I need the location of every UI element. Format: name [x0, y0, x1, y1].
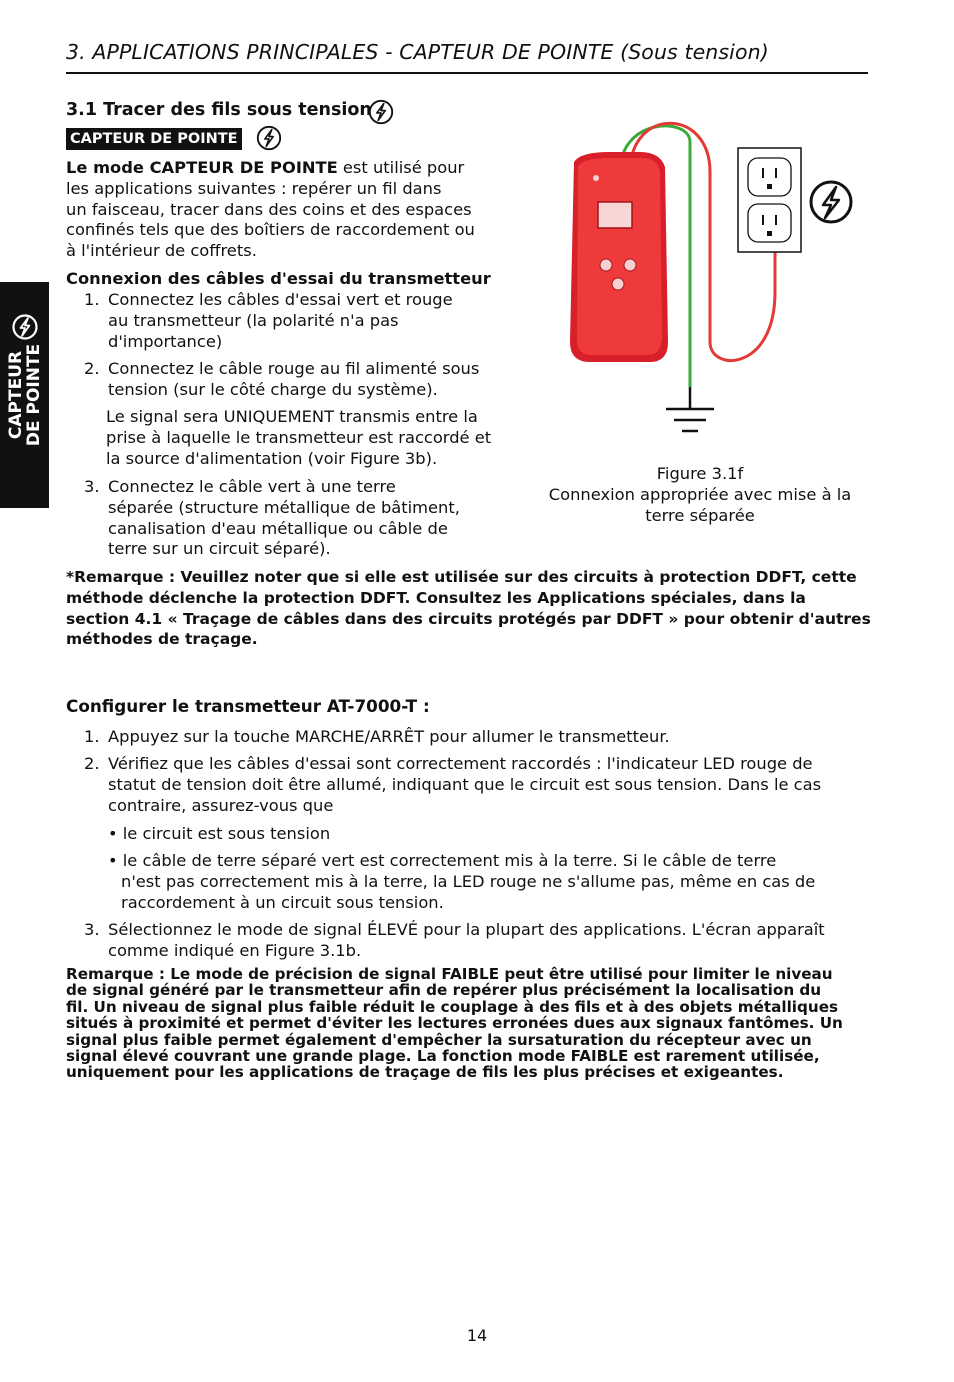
- step-number: 2.: [84, 359, 100, 378]
- intro-line: est utilisé pour: [337, 158, 465, 177]
- lightning-icon: [367, 98, 395, 126]
- caption-line: Figure 3.1f: [656, 464, 744, 483]
- remark-line: signal élevé couvrant une grande plage. La fonction mode FAIBLE est rarement utilisée,: [66, 1047, 820, 1066]
- step-line: canalisation d'eau métallique ou câble de: [108, 518, 448, 538]
- intro-paragraph: [66, 158, 475, 262]
- step-line: Connectez le câble rouge au fil alimenté sous: [108, 359, 480, 378]
- step-number: 1.: [84, 727, 100, 746]
- step-line: statut de tension doit être allumé, indiquant que le circuit est sous tension. Dans le cas: [108, 774, 822, 794]
- config-step-1: Appuyez sur la touche MARCHE/ARRÊT pour allumer le transmetteur.: [108, 727, 670, 746]
- intro-line: un faisceau, tracer dans des coins et des espaces: [66, 199, 472, 219]
- remark-line: Remarque : Le mode de précision de signal FAIBLE peut être utilisé pour limiter le niveau: [66, 965, 833, 983]
- caption-line: Connexion appropriée avec mise à la: [548, 485, 852, 504]
- transmitter-screen: [598, 202, 632, 228]
- note-line: la source d'alimentation (voir Figure 3b).: [106, 448, 438, 468]
- caption-line: terre séparée: [645, 506, 755, 525]
- mode-badge: CAPTEUR DE POINTE: [66, 128, 242, 150]
- step-number: 3.: [84, 477, 100, 496]
- intro-line: les applications suivantes : repérer un fil dans: [66, 178, 442, 198]
- side-tab-line1: CAPTEUR: [5, 350, 26, 440]
- low-mode-remark: [66, 966, 843, 1081]
- bullet-item: [108, 851, 815, 913]
- remark-line: fil. Un niveau de signal plus faible réduit le couplage à des fils et à des objets métalliques: [66, 997, 839, 1016]
- config-heading: Configurer le transmetteur AT-7000-T :: [66, 696, 430, 716]
- remark-line: méthodes de traçage.: [66, 630, 258, 649]
- step-line: Connectez les câbles d'essai vert et rouge: [108, 290, 453, 309]
- remark-line: *Remarque : Veuillez noter que si elle est utilisée sur des circuits à protection DDFT, cette: [66, 568, 857, 586]
- step-line: au transmetteur (la polarité n'a pas: [108, 310, 399, 330]
- remark-line: signal plus faible permet également d'empêcher la sursaturation du récepteur avec un: [66, 1030, 812, 1049]
- step-line: Sélectionnez le mode de signal ÉLEVÉ pour la plupart des applications. L'écran apparaît: [108, 920, 825, 939]
- step-text: [108, 290, 453, 352]
- config-step-3: [108, 920, 825, 962]
- step-line: Vérifiez que les câbles d'essai sont correctement raccordés : l'indicateur LED rouge de: [108, 754, 813, 773]
- intro-line: à l'intérieur de coffrets.: [66, 241, 257, 261]
- intro-bold: Le mode CAPTEUR DE POINTE: [66, 158, 338, 177]
- intro-line: confinés tels que des boîtiers de raccordement ou: [66, 220, 475, 240]
- lightning-icon: [10, 312, 40, 342]
- step-line: tension (sur le côté charge du système).: [108, 379, 438, 399]
- step-text: [108, 477, 460, 560]
- remark-line: uniquement pour les applications de traçage de fils les plus précises et exigeantes.: [66, 1063, 784, 1082]
- note-line: prise à laquelle le transmetteur est raccordé et: [106, 427, 492, 447]
- lightning-icon: [255, 124, 283, 152]
- bullet-line: raccordement à un circuit sous tension.: [121, 892, 444, 912]
- figure-caption: [530, 463, 870, 526]
- step-line: comme indiqué en Figure 3.1b.: [108, 940, 362, 960]
- step-line: contraire, assurez-vous que: [108, 795, 334, 815]
- title-divider: [66, 72, 868, 74]
- connection-figure: [560, 112, 860, 452]
- step-line: d'importance): [108, 331, 223, 351]
- bullet-line: n'est pas correctement mis à la terre, la LED rouge ne s'allume pas, même en cas de: [121, 871, 816, 891]
- step-line: séparée (structure métallique de bâtiment,: [108, 497, 460, 517]
- step2-note: [106, 407, 491, 469]
- section-heading: [66, 100, 372, 120]
- page-number: 14: [466, 1326, 488, 1345]
- ddft-remark: [66, 567, 871, 650]
- config-step-2: [108, 754, 821, 816]
- connect-heading: Connexion des câbles d'essai du transmetteur: [66, 269, 491, 288]
- remark-line: section 4.1 « Traçage de câbles dans des circuits protégés par DDFT » pour obtenir d'autres: [66, 609, 871, 628]
- section-heading-text: 3.1 Tracer des fils sous tension: [66, 100, 372, 120]
- side-tab-line2: DE POINTE: [23, 343, 44, 447]
- step-text: [108, 359, 479, 401]
- note-line: Le signal sera UNIQUEMENT transmis entre la: [106, 407, 478, 426]
- remark-line: de signal généré par le transmetteur afin de repérer plus précisément la localisation du: [66, 981, 822, 1000]
- bullet-line: • le câble de terre séparé vert est correctement mis à la terre. Si le câble de terre: [108, 851, 777, 870]
- step-line: terre sur un circuit séparé).: [108, 539, 331, 559]
- page-title: 3. APPLICATIONS PRINCIPALES - CAPTEUR DE POINTE (Sous tension): [66, 40, 769, 64]
- step-line: Connectez le câble vert à une terre: [108, 477, 396, 496]
- remark-line: méthode déclenche la protection DDFT. Consultez les Applications spéciales, dans la: [66, 588, 806, 607]
- step-number: 2.: [84, 754, 100, 773]
- step-number: 3.: [84, 920, 100, 939]
- bullet-item: • le circuit est sous tension: [108, 824, 331, 843]
- step-number: 1.: [84, 290, 100, 309]
- remark-line: situés à proximité et permet d'éviter les lectures erronées dues aux signaux fantômes. Un: [66, 1014, 843, 1033]
- lightning-icon: [811, 182, 851, 222]
